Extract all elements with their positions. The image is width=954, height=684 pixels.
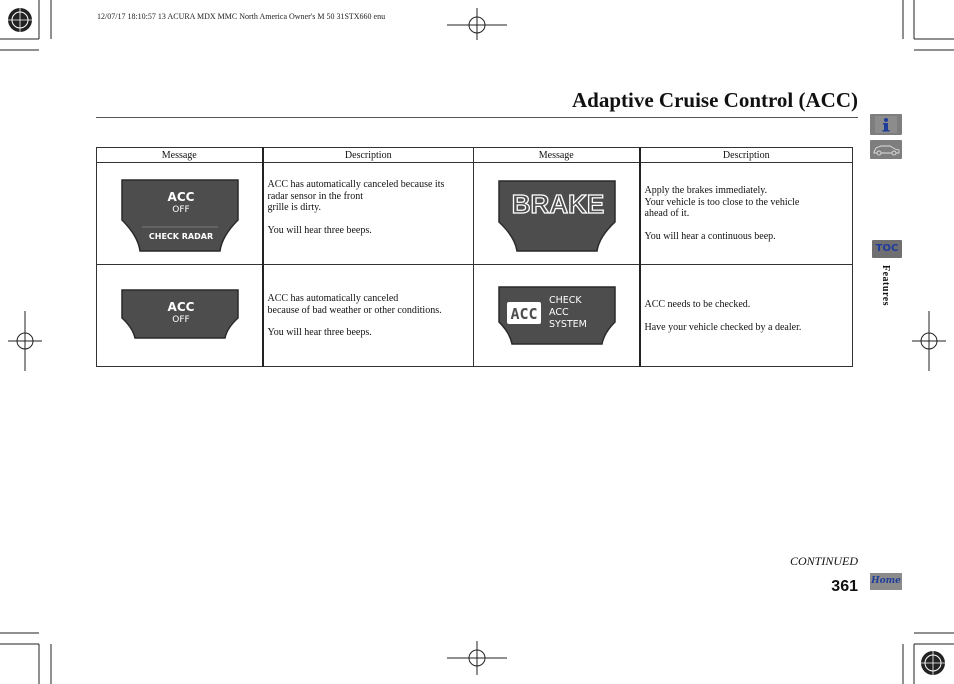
brake-display	[474, 164, 640, 264]
description-line: You will hear a continuous beep.	[644, 230, 776, 242]
description-line: ACC has automatically canceled	[267, 293, 399, 304]
check-acc-system-display	[474, 266, 640, 366]
title-divider	[96, 117, 858, 118]
description-line: because of bad weather or other conditions.	[267, 304, 442, 316]
home-label: Home	[871, 576, 901, 586]
description-line: Apply the brakes immediately.	[644, 185, 768, 196]
message-display-cell	[474, 163, 640, 265]
print-info: 12/07/17 18:10:57 13 ACURA MDX MMC North America Owner's M 50 31STX660 enu	[97, 12, 386, 21]
table-row	[97, 265, 853, 367]
display-text-check-radar: CHECK RADAR	[148, 231, 214, 241]
continued-label: CONTINUED	[789, 554, 858, 568]
home-tab[interactable]	[870, 573, 902, 590]
info-icon	[870, 114, 902, 135]
display-text-check: CHECK	[549, 294, 582, 306]
description-line: ahead of it.	[644, 208, 690, 219]
display-text-acc: ACC	[167, 189, 195, 204]
info-tab[interactable]	[870, 114, 902, 135]
column-header-description: Description	[263, 148, 474, 163]
vehicle-tab[interactable]	[870, 140, 902, 159]
description-cell	[640, 265, 853, 367]
car-icon	[870, 140, 902, 159]
page-number: 361	[831, 578, 858, 595]
description-line: Your vehicle is too close to the vehicle	[644, 196, 800, 208]
acc-off-display	[97, 266, 263, 366]
display-text-off: OFF	[172, 204, 190, 215]
column-header-description: Description	[640, 148, 853, 163]
description-cell	[263, 163, 474, 265]
message-display-cell	[97, 163, 263, 265]
acc-off-check-radar-display	[97, 164, 263, 264]
description-line: Have your vehicle checked by a dealer.	[644, 321, 802, 333]
table-header-row	[97, 148, 853, 163]
description-line: ACC needs to be checked.	[644, 299, 751, 310]
display-text-brake: BRAKE	[511, 188, 605, 219]
table-row	[97, 163, 853, 265]
section-label: Features	[880, 265, 891, 307]
description-line: ACC has automatically canceled because its	[267, 179, 445, 190]
page-title: Adaptive Cruise Control (ACC)	[571, 88, 858, 112]
description-line: radar sensor in the front	[267, 190, 364, 202]
description-cell	[640, 163, 853, 265]
display-text-acc: ACC	[549, 306, 569, 318]
description-cell	[263, 265, 474, 367]
display-text-acc: ACC	[167, 299, 195, 314]
description-line: You will hear three beeps.	[267, 327, 372, 338]
display-text-acc-badge: ACC	[510, 304, 538, 323]
message-display-cell	[474, 265, 640, 367]
column-header-message: Message	[474, 148, 640, 163]
column-header-message: Message	[97, 148, 263, 163]
message-display-cell	[97, 265, 263, 367]
display-text-system: SYSTEM	[549, 318, 587, 330]
display-text-off: OFF	[172, 314, 190, 325]
message-table	[96, 147, 853, 367]
description-line: grille is dirty.	[267, 202, 322, 213]
toc-tab[interactable]: TOC	[872, 240, 902, 258]
description-line: You will hear three beeps.	[267, 224, 372, 236]
